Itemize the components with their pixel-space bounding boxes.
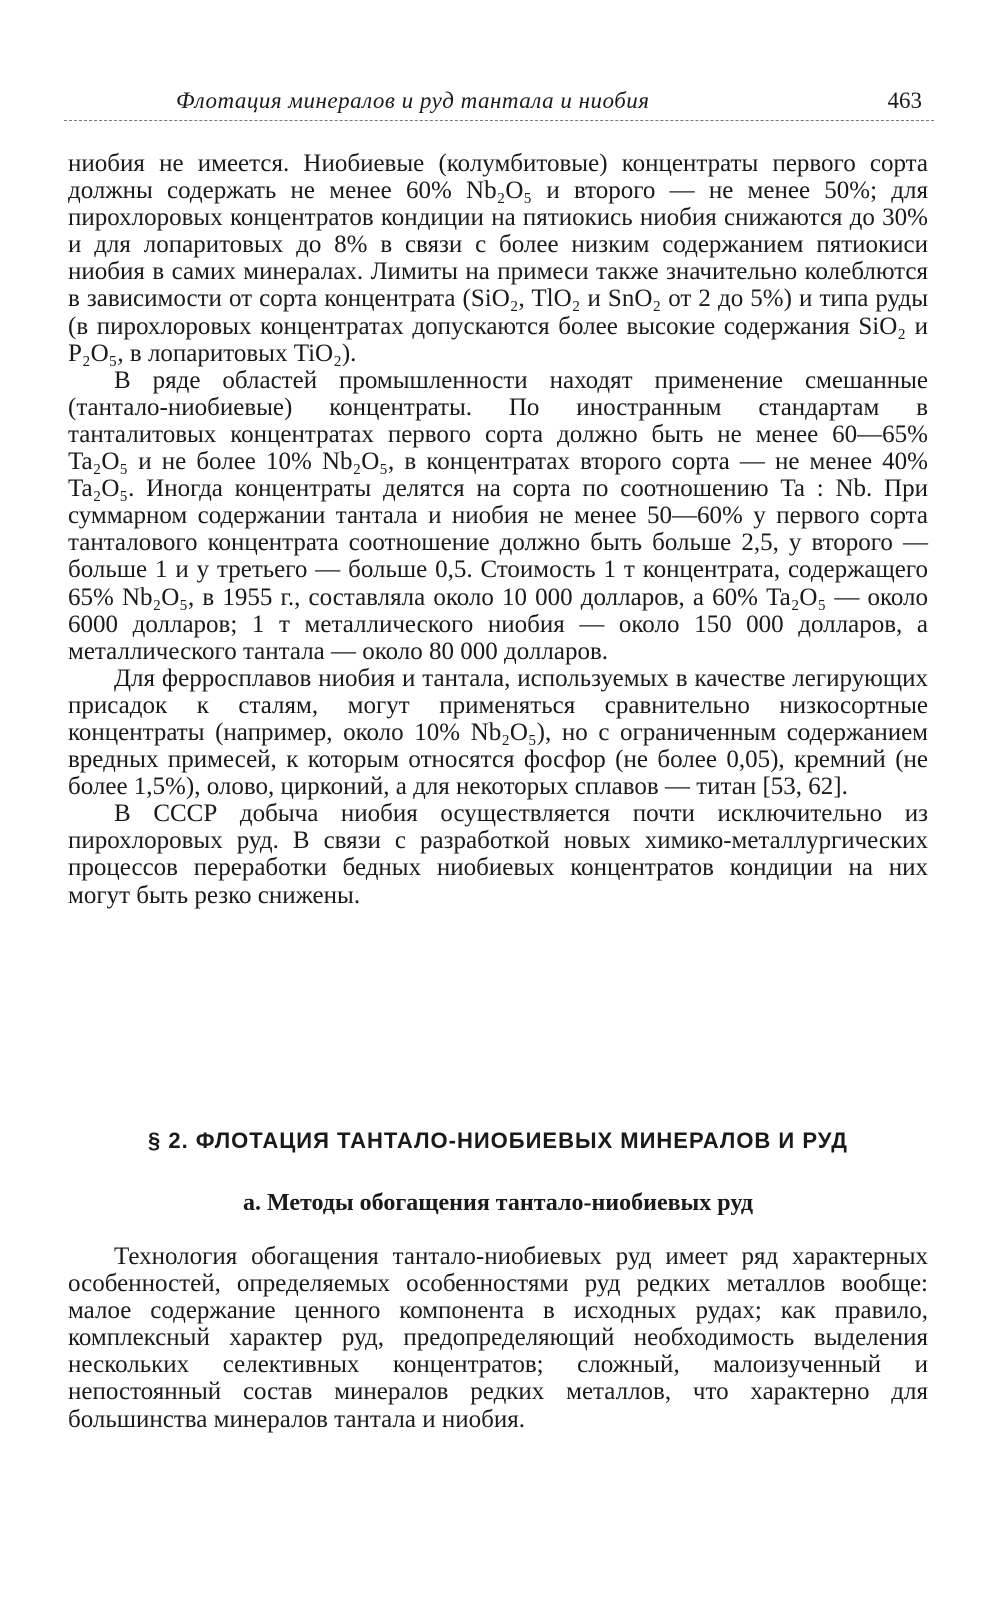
running-head (64, 86, 934, 120)
paragraph-mixed-concentrates: В ряде областей промышленности находят применение смешанные (тантало-ниобиевые) концентраты. По иностранным стандартам в танталитовых концентратах первого сорта должно быть не менее 60—65% Ta₂O₅ и не более 10% Nb₂O₅, в концентратах второго сорта — не менее 40% Ta₂O₅. Иногда концентраты делятся на сорта по соотношению Ta : Nb. При суммарном содержании тантала и ниобия не менее 50—60% у первого сорта танталового концентрата соотношение должно быть больше 2,5, у второго — больше 1 и у третьего — больше 0,5. Стоимость 1 т концентрата, содержащего 65% Nb₂O₅, в 1955 г., составляла около 10 000 долларов, а 60% Ta₂O₅ — около 6000 долларов; 1 т металлического ниобия — около 150 000 долларов, а металлического тантала — около 80 000 долларов. (68, 366, 928, 665)
section-heading: § 2. ФЛОТАЦИЯ ТАНТАЛО-НИОБИЕВЫХ МИНЕРАЛОВ И РУД (148, 1128, 848, 1153)
body-text-top (68, 150, 928, 909)
running-title: Флотация минералов и руд тантала и ниобия (176, 88, 650, 113)
subsection-heading: а. Методы обогащения тантало-ниобиевых руд (243, 1190, 753, 1216)
paragraph-ferroalloys: Для ферросплавов ниобия и тантала, используемых в качестве легирующих присадок к сталям, могут применяться сравнительно низкосортные концентраты (например, около 10% Nb₂O₅), но с ограниченным содержанием вредных примесей, к которым относятся фосфор (не более 0,05), кремний (не более 1,5%), олово, цирконий, а для некоторых сплавов — титан [53, 62]. (68, 664, 928, 801)
page-number: 463 (887, 88, 922, 113)
paragraph-continuation: ниобия не имеется. Ниобиевые (колумбитовые) концентраты первого сорта должны содержать не менее 60% Nb₂O₅ и второго — не менее 50%; для пирохлоровых концентратов кондиции на пятиокись ниобия снижаются до 30% и для лопаритовых до 8% в связи с более низким содержанием пятиокиси ниобия в самих минералах. Лимиты на примеси также значительно колеблются в зависимости от сорта концентрата (SiO₂, TlO₂ и SnO₂ от 2 до 5%) и типа руды (в пирохлоровых концентратах допускаются более высокие содержания SiO₂ и P₂O₅, в лопаритовых TiO₂). (68, 150, 928, 367)
header-rule (64, 120, 934, 121)
body-text-bottom (68, 1243, 928, 1433)
paragraph-technology: Технология обогащения тантало-ниобиевых руд имеет ряд характерных особенностей, определяемых особенностями руд редких металлов вообще: малое содержание ценного компонента в исходных рудах; как правило, комплексный характер руд, предопределяющий необходимость выделения нескольких селективных концентратов; сложный, малоизученный и непостоянный состав минералов редких металлов, что характерно для большинства минералов тантала и ниобия. (68, 1243, 928, 1433)
paragraph-ussr: В СССР добыча ниобия осуществляется почти исключительно из пирохлоровых руд. В связи с разработкой новых химико-металлургических процессов переработки бедных ниобиевых концентратов кондиции на них могут быть резко снижены. (68, 800, 928, 909)
